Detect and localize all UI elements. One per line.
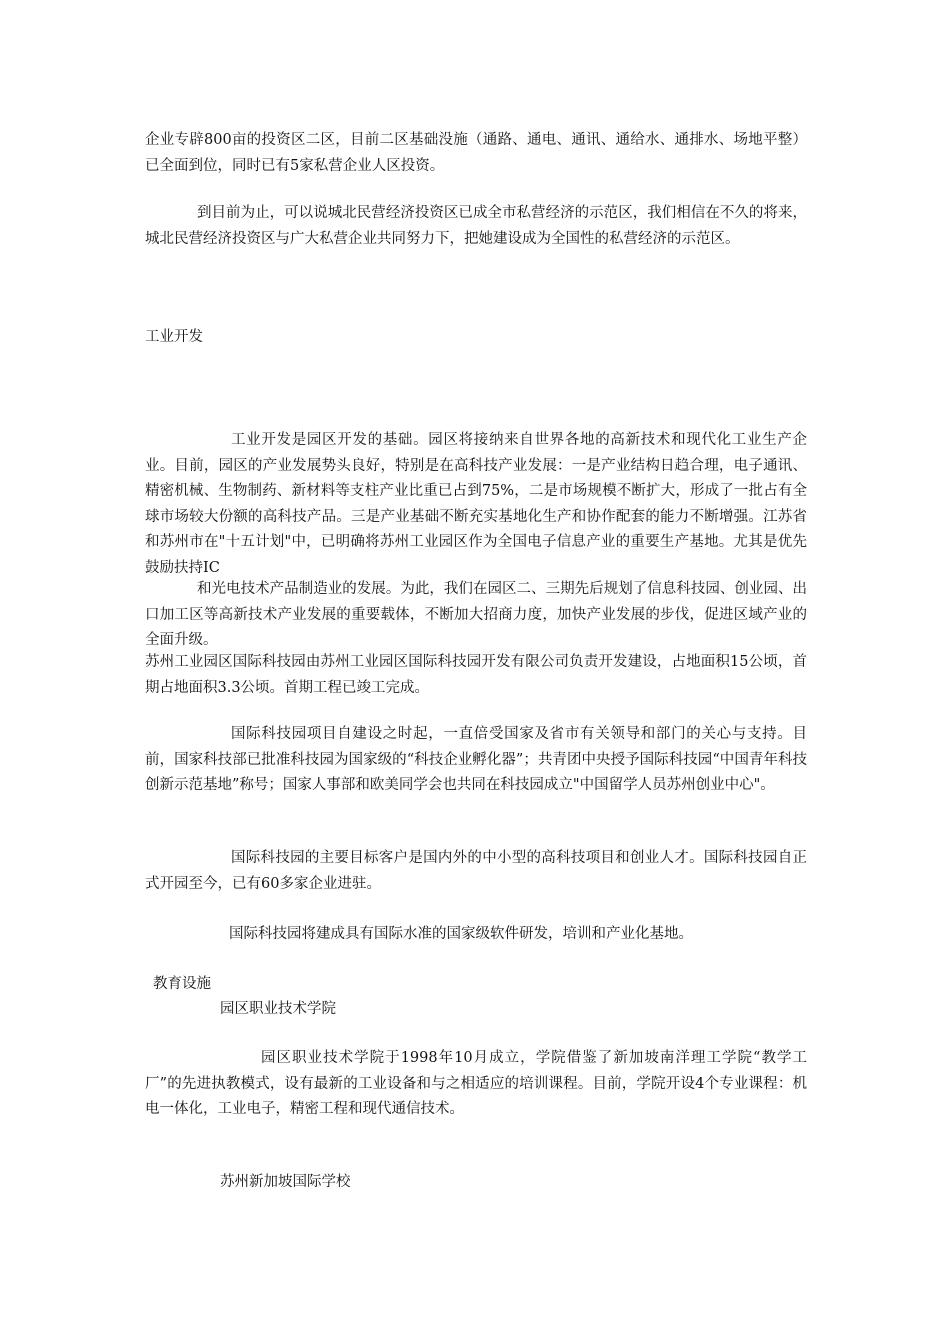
college-paragraph: 园区职业技术学院于1998年10月成立，学院借鉴了新加坡南洋理工学院“教学工厂”的先进执教模式，设有最新的工业设备和与之相适应的培训课程。目前，学院开设4个专业课程：机电一体化，工业电子，精密工程和现代通信技术。: [145, 1050, 807, 1117]
industry-paragraph-2: 和光电技术产品制造业的发展。为此，我们在园区二、三期先后规划了信息科技园、创业园、出口加工区等高新技术产业发展的重要载体，不断加大招商力度，加快产业发展的步伐，促进区域产业的全面升级。: [145, 581, 807, 648]
industry-paragraph-6: 国际科技园将建成具有国际水准的国家级软件研发，培训和产业化基地。: [229, 926, 693, 942]
education-heading: 教育设施: [153, 976, 211, 992]
industry-paragraph-3: 苏州工业园区国际科技园由苏州工业园区国际科技园开发有限公司负责开发建设，占地面积15公顷，首期占地面积3.3公顷。首期工程已竣工完成。: [145, 654, 807, 696]
industry-paragraph-4: 国际科技园项目自建设之时起，一直倍受国家及省市有关领导和部门的关心与支持。目前，国家科技部已批准科技园为国家级的“科技企业孵化器”；共青团中央授予国际科技园“中国青年科技创新示范基地”称号；国家人事部和欧美同学会也共同在科技园成立"中国留学人员苏州创业中心"。: [145, 726, 807, 793]
summary-paragraph: 到目前为止，可以说城北民营经济投资区已成全市私营经济的示范区，我们相信在不久的将来，城北民营经济投资区与广大私营企业共同努力下，把她建设成为全国性的私营经济的示范区。: [145, 205, 807, 247]
industry-paragraph-5: 国际科技园的主要目标客户是国内外的中小型的高科技项目和创业人才。国际科技园自正式开园至今，已有60多家企业进驻。: [145, 850, 807, 892]
school-heading: 苏州新加坡国际学校: [220, 1174, 351, 1190]
college-heading: 园区职业技术学院: [220, 1001, 336, 1017]
industry-paragraph-1: 工业开发是园区开发的基础。园区将接纳来自世界各地的高新技术和现代化工业生产企业。目前，园区的产业发展势头良好，特别是在高科技产业发展：一是产业结构日趋合理，电子通讯、精密机械、生物制药、新材料等支柱产业比重已占到75%，二是市场规模不断扩大，形成了一批占有全球市场较大份额的高科技产品。三是产业基础不断充实基地化生产和协作配套的能力不断增强。江苏省和苏州市在"十五计划"中，已明确将苏州工业园区作为全国电子信息产业的重要生产基地。尤其是优先鼓励扶持IC: [145, 432, 807, 576]
intro-continuation-paragraph: 企业专辟800亩的投资区二区，目前二区基础没施（通路、通电、通讯、通给水、通排水、场地平整）已全面到位，同时已有5家私营企业人区投资。: [145, 132, 807, 174]
industry-heading: 工业开发: [145, 329, 203, 345]
